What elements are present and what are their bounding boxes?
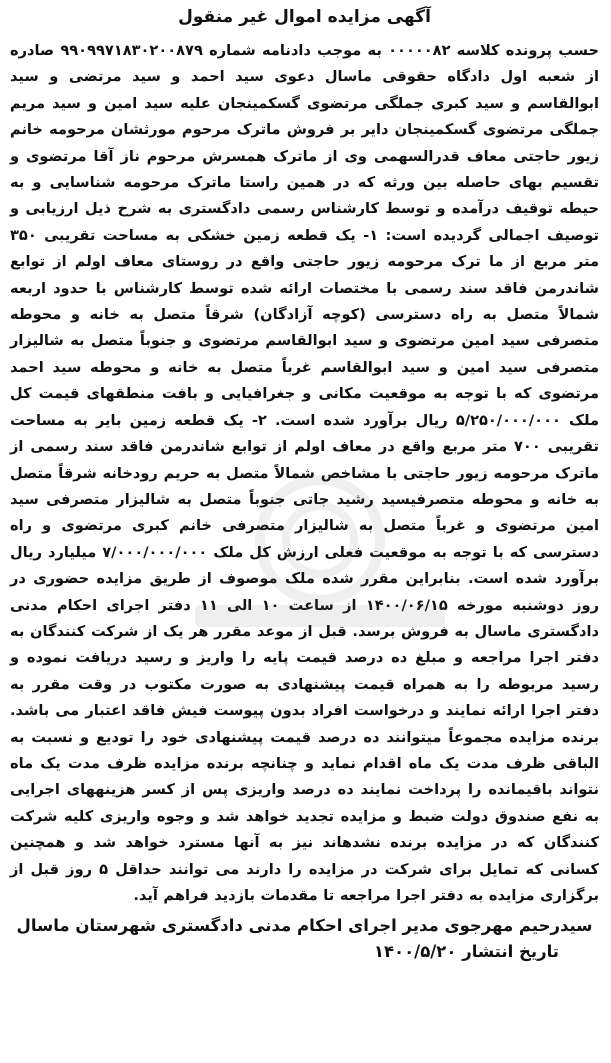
notice-signature: سیدرحیم مهرجوی مدیر اجرای احکام مدنی دادگستری شهرستان ماسال: [16, 916, 593, 936]
auction-notice: [4, 2, 605, 1059]
notice-body: حسب پرونده کلاسه ۰۰۰۰۰۸۲ به موجب دادنامه شماره ۹۹۰۹۹۷۱۸۳۰۲۰۰۸۷۹ صادره از شعبه اول دادگاه حقوقی ماسال دعوی سید احمد و سید مرتضی و سید ابوالقاسم و سید کبری جملگی مرتضوی گسکمینجان علیه سید امین و سید مریم جملگی مرتضوی گسکمینجان دایر بر فروش ماترک مرحوم مورثشان مرحومه خانم زیور حاجتی معاف قدرالسهمی وی از ماترک همسرش مرحوم ناز آقا مرتضوی و تقسیم بهای حاصله بین ورثه که در همین راستا ماترک مرحومه شناسایی و به حیطه توقیف درآمده و توسط کارشناس رسمی دادگستری به شرح ذیل ارزیابی و توصیف اجمالی گردیده است: ۱- یک قطعه زمین خشکی به مساحت تقریبی ۳۵۰ متر مربع از ما ترک مرحومه زیور حاجتی واقع در روستای معاف اولم از توابع شاندرمن فاقد سند رسمی با مختصات ارائه شده توسط کارشناس با حدود اربعه شمالاً متصل به راه دسترسی (کوچه آزادگان) شرقاً متصل به خانه و محوطه متصرفی سید امین مرتضوی و سید ابوالقاسم مرتضوی و جنوباً متصل به شالیزار متصرفی سید امین و سید ابوالقاسم غرباً متصل به خانه و محوطه سید احمد مرتضوی که با توجه به موقعیت مکانی و جغرافیایی و بافت منطقهای قیمت کل ملک ۵/۲۵۰/۰۰۰/۰۰۰ ریال برآورد شده است. ۲- یک قطعه زمین بایر به مساحت تقریبی ۷۰۰ متر مربع واقع در معاف اولم از توابع شاندرمن فاقد سند رسمی از ماترک مرحومه زیور حاجتی با مشاخص شمالاً متصل به حریم رودخانه شرقاً متصل به خانه و محوطه متصرفیسید رشید جاتی جنوباً متصل به شالیزار متصرفی سید امین مرتضوی و غرباً متصل به شالیزار متصرفی خانم کبری مرتضوی و راه دسترسی که با توجه به موقعیت فعلی ارزش کل ملک ۷/۰۰۰/۰۰۰/۰۰۰ میلیارد ریال برآورد شده است. بنابراین مقرر شده ملک موصوف از طریق مزایده حضوری در روز دوشنبه مورخه ۱۴۰۰/۰۶/۱۵ از ساعت ۱۰ الی ۱۱ دفتر اجرای احکام مدنی دادگستری ماسال به فروش برسد. قبل از موعد مقرر هر یک از شرکت کنندگان به دفتر اجرا مراجعه و مبلغ ده درصد قیمت پایه را واریز و رسید دریافت نموده و رسید مربوطه را به همراه قیمت پیشنهادی به صورت مکتوب در وقت مقرر به دفتر اجرا ارائه نمایند و درخواست افراد بدون پیوست فیش فاقد اعتبار می باشد. برنده مزایده مجموعاً میتوانند ده درصد قیمت پیشنهادی خود را تودیع و نسبت به الباقی ظرف مدت یک ماه اقدام نماید و چنانچه برنده مزایده ظرف مدت یک ماه نتواند باقیمانده را پرداخت نمایند ده درصد واریزی پس از کسر هزینههای اجرایی به نفع صندوق دولت ضبط و مزایده تجدید خواهد شد و وجوه واریزی کلیه شرکت کنندگان که در مزایده برنده نشدهاند نیز به آنها مسترد خواهد شد و همچنین کسانی که تمایل برای شرکت در مزایده را دارند می توانند حداقل ۵ روز قبل از برگزاری مزایده به دفتر اجرا مراجعه تا مقدمات بازدید فراهم آید.: [10, 42, 600, 904]
notice-title: آگهی مزایده اموال غیر منقول: [178, 7, 431, 27]
publish-date: تاریخ انتشار ۱۴۰۰/۵/۲۰: [373, 942, 559, 962]
